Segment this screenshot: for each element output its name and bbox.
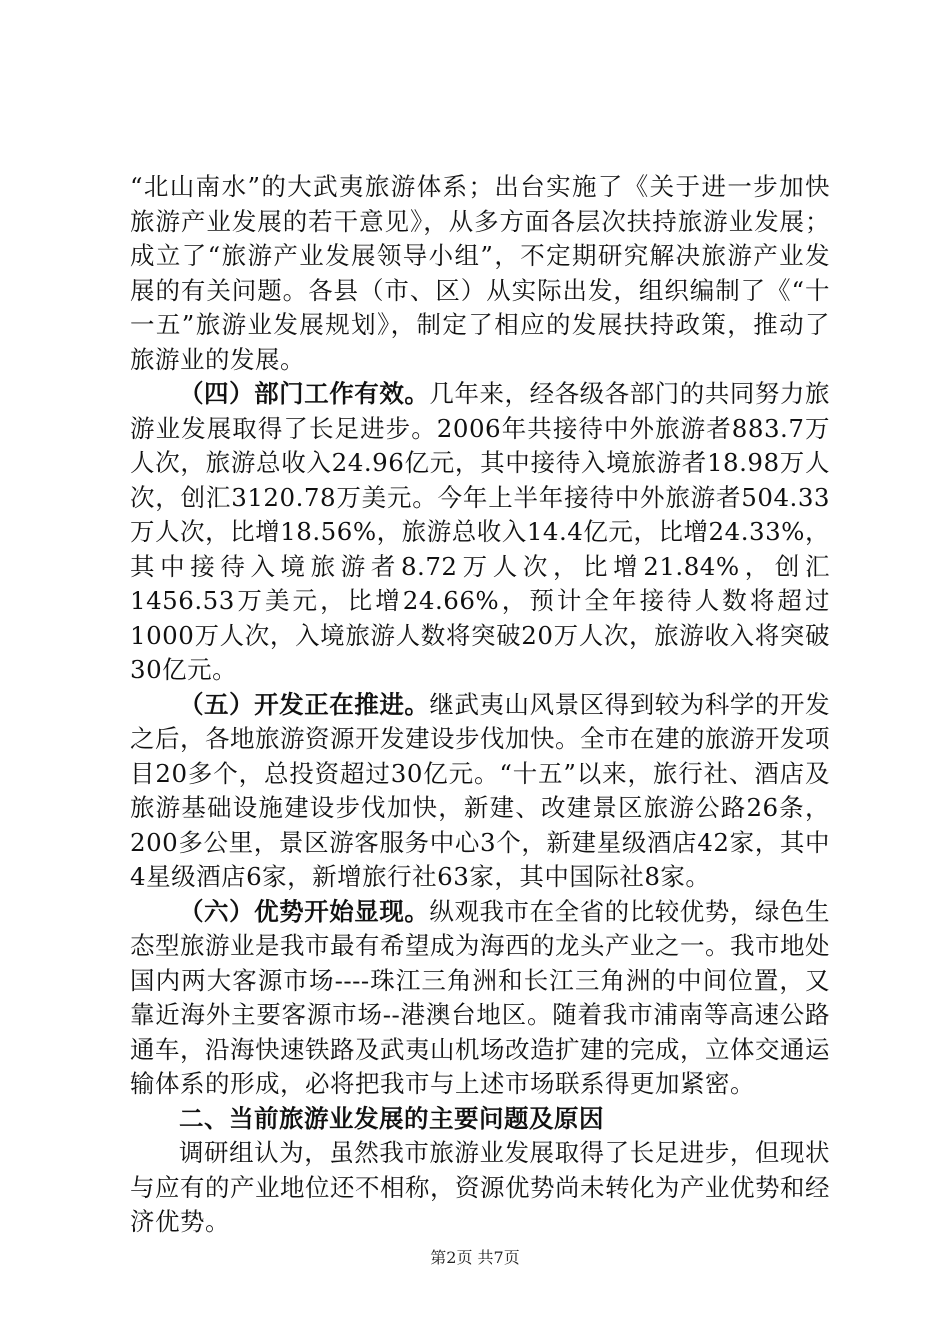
paragraph-department-work <box>130 377 830 688</box>
paragraph-lead: （五）开发正在推进。 <box>179 689 430 719</box>
paragraph-text: 几年来，经各级各部门的共同努力旅游业发展取得了长足进步。2006年共接待中外旅游者883.7万人次，旅游总收入24.96亿元，其中接待入境旅游者18.98万人次，创汇3120.78万美元。今年上半年接待中外旅游者504.33万人次，比增18.56%，旅游总收入14.4亿元，比增24.33%，其中接待入境旅游者8.72万人次，比增21.84%，创汇1456.53万美元，比增24.66%，预计全年接待人数将超过1000万人次，入境旅游人数将突破20万人次，旅游收入将突破30亿元。 <box>130 379 831 684</box>
paragraph-advantages <box>130 895 830 1102</box>
paragraph-text: “北山南水”的大武夷旅游体系；出台实施了《关于进一步加快旅游产业发展的若干意见》，从多方面各层次扶持旅游业发展；成立了“旅游产业发展领导小组”，不定期研究解决旅游产业发展的有关问题。各县（市、区）从实际出发，组织编制了《“十一五”旅游业发展规划》，制定了相应的发展扶持政策，推动了旅游业的发展。 <box>130 172 830 374</box>
paragraph-continuation <box>130 170 830 377</box>
paragraph-lead: （六）优势开始显现。 <box>179 896 430 926</box>
paragraph-text: 调研组认为，虽然我市旅游业发展取得了长足进步，但现状与应有的产业地位还不相称，资源优势尚未转化为产业优势和经济优势。 <box>130 1138 830 1236</box>
paragraph-development <box>130 688 830 895</box>
document-body <box>130 170 830 1240</box>
paragraph-closing <box>130 1136 830 1240</box>
paragraph-text: 继武夷山风景区得到较为科学的开发之后，各地旅游资源开发建设步伐加快。全市在建的旅游开发项目20多个，总投资超过30亿元。“十五”以来，旅行社、酒店及旅游基础设施建设步伐加快，新建、改建景区旅游公路26条，200多公里，景区游客服务中心3个，新建星级酒店42家，其中4星级酒店6家，新增旅行社63家，其中国际社8家。 <box>130 689 831 891</box>
paragraph-text: 纵观我市在全省的比较优势，绿色生态型旅游业是我市最有希望成为海西的龙头产业之一。我市地处国内两大客源市场----珠江三角洲和长江三角洲的中间位置，又靠近海外主要客源市场--港澳台地区。随着我市浦南等高速公路通车，沿海快速铁路及武夷山机场改造扩建的完成，立体交通运输体系的形成，必将把我市与上述市场联系得更加紧密。 <box>130 896 831 1098</box>
paragraph-lead: （四）部门工作有效。 <box>179 379 430 408</box>
section-heading: 二、当前旅游业发展的主要问题及原因 <box>179 1103 604 1133</box>
page-number-footer: 第2页 共7页 <box>430 1248 520 1267</box>
